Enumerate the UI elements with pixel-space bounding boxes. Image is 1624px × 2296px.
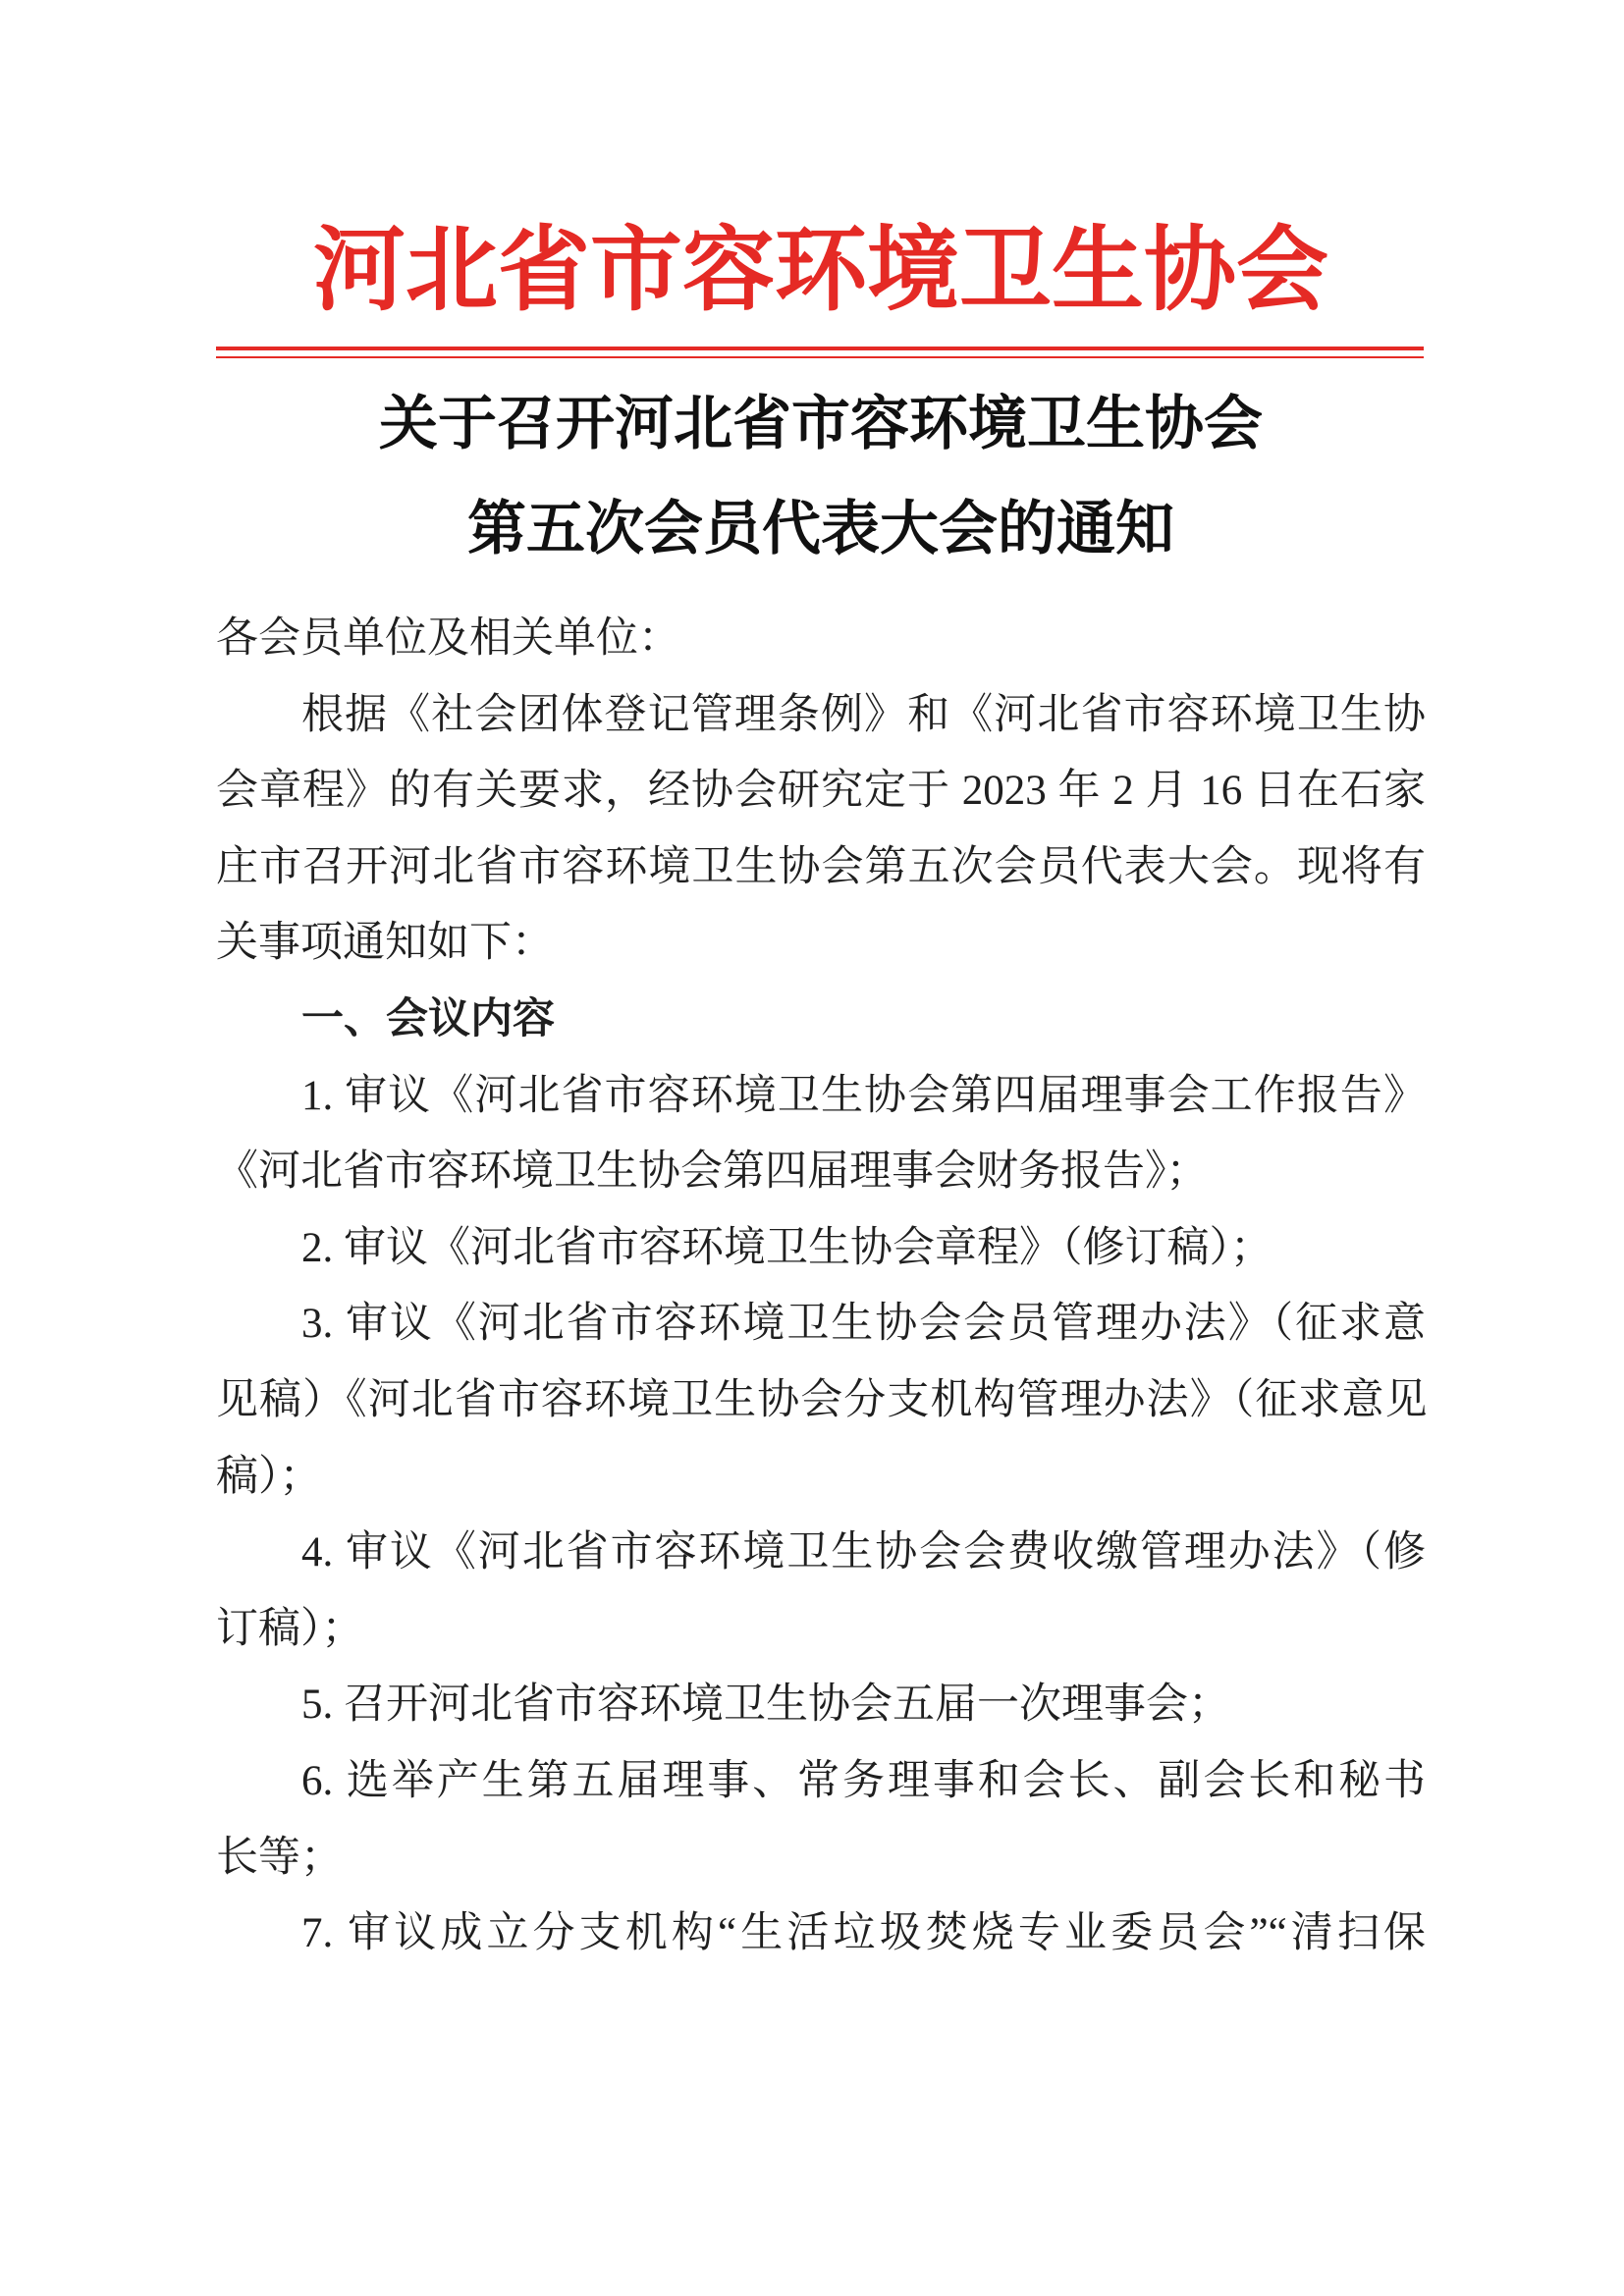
body-line: 订稿）； xyxy=(216,1605,364,1652)
salutation: 各会员单位及相关单位： xyxy=(216,615,680,662)
agenda-item-2 xyxy=(216,1210,1426,1287)
body-line: 长等； xyxy=(216,1834,343,1881)
body-line: 庄市召开河北省市容环境卫生协会第五次会员代表大会。现将有 xyxy=(216,843,1426,890)
body-line: 3. 审议《河北省市容环境卫生协会会员管理办法》（征求意 xyxy=(301,1301,1426,1348)
notice-title-line-2: 第五次会员代表大会的通知 xyxy=(467,497,1174,561)
body-line: 关事项通知如下： xyxy=(216,920,554,967)
agenda-item-4 xyxy=(216,1515,1426,1667)
agenda-item-6 xyxy=(216,1743,1426,1896)
body-line: 6. 选举产生第五届理事、常务理事和会长、副会长和秘书 xyxy=(301,1757,1426,1804)
body-line: 稿）； xyxy=(216,1453,322,1500)
letterhead-red-rule-thin xyxy=(216,356,1424,358)
intro-paragraph xyxy=(216,677,1426,982)
letterhead-organization-name: 河北省市容环境卫生协会 xyxy=(312,220,1328,322)
agenda-item-3 xyxy=(216,1286,1426,1515)
agenda-item-7 xyxy=(216,1896,1426,1972)
notice-title-line-1: 关于召开河北省市容环境卫生协会 xyxy=(379,392,1263,456)
salutation-paragraph xyxy=(216,601,1426,677)
body-line: 《河北省市容环境卫生协会第四届理事会财务报告》； xyxy=(216,1148,1209,1196)
agenda-item-5 xyxy=(216,1667,1426,1743)
letterhead-red-rule-thick xyxy=(216,347,1424,350)
body-line: 会章程》的有关要求，经协会研究定于 2023 年 2 月 16 日在石家 xyxy=(216,768,1426,815)
notice-body xyxy=(216,601,1426,1972)
body-line: 1. 审议《河北省市容环境卫生协会第四届理事会工作报告》 xyxy=(301,1072,1426,1119)
body-line: 7. 审议成立分支机构“生活垃圾焚烧专业委员会”“清扫保 xyxy=(301,1910,1426,1957)
section-heading-paragraph xyxy=(216,982,1426,1058)
body-line: 根据《社会团体登记管理条例》和《河北省市容环境卫生协 xyxy=(301,691,1426,738)
body-line: 见稿）《河北省市容环境卫生协会分支机构管理办法》（征求意见 xyxy=(216,1376,1426,1423)
body-line: 2. 审议《河北省市容环境卫生协会章程》（修订稿）； xyxy=(301,1224,1272,1271)
agenda-item-1 xyxy=(216,1058,1426,1210)
section-heading: 一、会议内容 xyxy=(301,994,555,1042)
body-line: 4. 审议《河北省市容环境卫生协会会费收缴管理办法》（修 xyxy=(301,1529,1426,1576)
body-line: 5. 召开河北省市容环境卫生协会五届一次理事会； xyxy=(301,1682,1230,1729)
